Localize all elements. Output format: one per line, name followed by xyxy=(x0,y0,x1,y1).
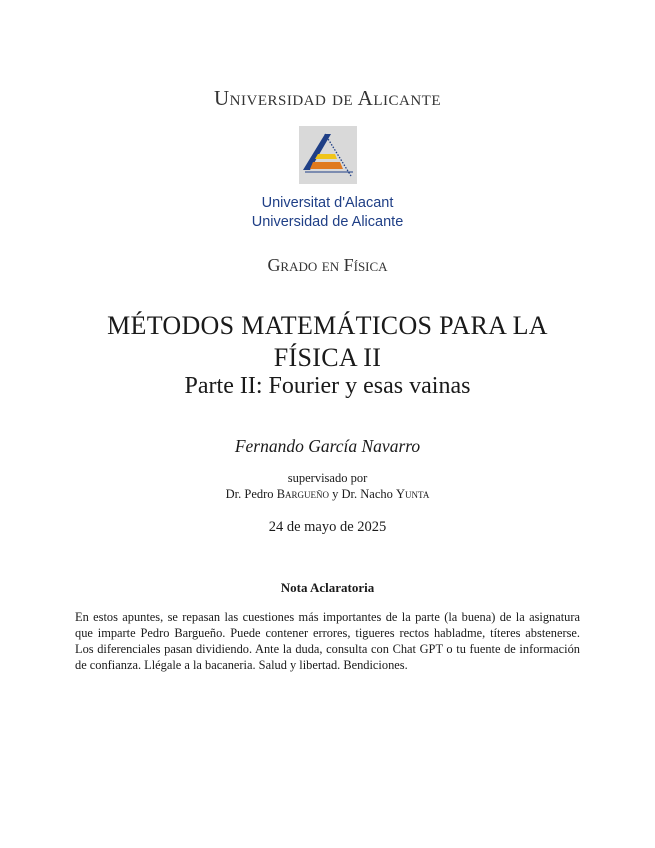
university-logo-icon xyxy=(297,124,359,188)
university-logo xyxy=(0,124,655,193)
supervisors xyxy=(0,487,655,502)
document-date: 24 de mayo de 2025 xyxy=(268,519,387,535)
logo-caption xyxy=(0,194,655,232)
supervised-label: supervisado por xyxy=(287,471,368,485)
logo-caption-line-2: Universidad de Alicante xyxy=(251,214,404,230)
document-subtitle: Parte II: Fourier y esas vainas xyxy=(184,373,471,399)
supervisor-1-prefix: Dr. Pedro xyxy=(225,487,274,501)
author-name: Fernando García Navarro xyxy=(234,436,421,456)
title-line-1: MÉTODOS MATEMÁTICOS PARA LA xyxy=(107,311,548,340)
document-title xyxy=(0,310,655,374)
supervisor-conjunction: y xyxy=(332,487,339,501)
note-title: Nota Aclaratoria xyxy=(280,580,375,595)
university-name: Universidad de Alicante xyxy=(214,86,441,110)
title-line-2: FÍSICA II xyxy=(273,343,382,372)
degree-name: Grado en Física xyxy=(267,255,388,275)
supervisor-2-prefix: Dr. Nacho xyxy=(341,487,393,501)
logo-caption-line-1: Universitat d'Alacant xyxy=(261,195,394,211)
supervisor-1-surname: Bargueño xyxy=(276,487,330,501)
note-body: En estos apuntes, se repasan las cuestiones más importantes de la parte (la buena) de la asignatura que imparte Pedro Bargueño. Puede contener errores, tigueres rectos habladme, títeres abstenerse. Los diferenciales pasan dividiendo. Ante la duda, consulta con Chat GPT o tu fuente de información de confianza. Llégale a la bacaneria. Salud y libertad. Bendiciones. xyxy=(75,610,580,672)
supervisor-2-surname: Yunta xyxy=(396,487,430,501)
